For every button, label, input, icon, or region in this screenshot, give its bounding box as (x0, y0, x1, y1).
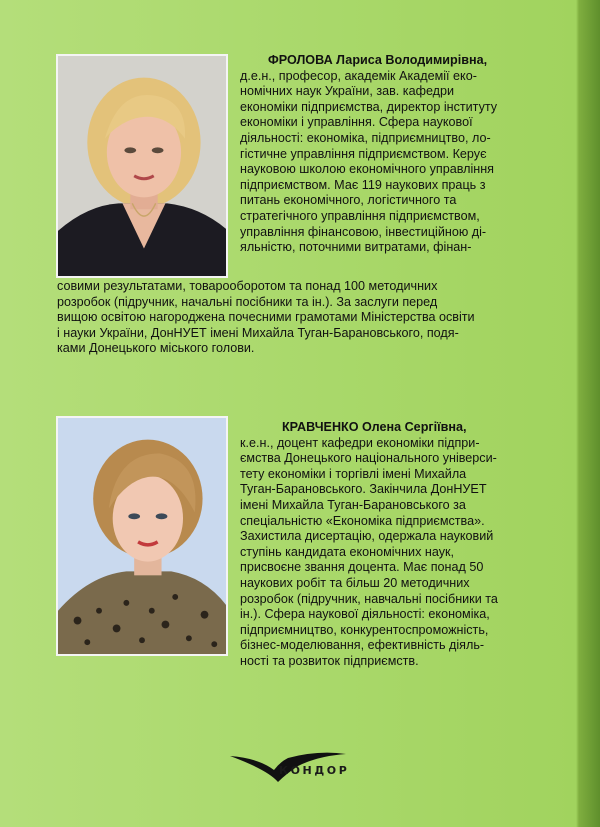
author1-line-8: питань економічного, логістичного та (240, 193, 457, 208)
author2-line-11: ін.). Сфера наукової діяльності: економіка, (240, 607, 490, 622)
publisher-logo-text: КОНДОР (279, 764, 350, 777)
author1-line-3: економіки і управління. Сфера наукової (240, 115, 473, 130)
author2-line-7: ступінь кандидата економічних наук, (240, 544, 455, 559)
author1-line-9: стратегічного управління підприємством, (240, 208, 480, 223)
author2-photo (56, 416, 228, 656)
author1-tail-line-4: ками Донецького міського голови. (57, 341, 255, 356)
author2-line-1: ємства Донецького національного універси- (240, 451, 497, 466)
author1-tail-line-0: совими результатами, товарооборотом та понад 100 методичних (57, 279, 438, 293)
author1-tail-line-2: вищою освітою нагороджена почесними грамотами Міністерства освіти (57, 310, 475, 325)
author1-line-0: д.е.н., професор, академік Академії еко- (240, 68, 477, 83)
author2-line-4: імені Михайла Туган-Барановського за (240, 497, 466, 512)
author1-line-4: діяльності: економіка, підприємництво, ло- (240, 130, 491, 145)
author2-line-6: Захистила дисертацію, одержала науковий (240, 529, 494, 544)
author1-tail-line-3: і науки України, ДонНУЕТ імені Михайла Туган-Барановського, подя- (57, 325, 459, 340)
author2-line-13: бізнес-моделювання, ефективність діяль- (240, 638, 485, 653)
author1-line-6: науковою школою економічного управління (240, 162, 495, 177)
author2-bio (240, 420, 562, 670)
author2-line-3: Туган-Барановського. Закінчила ДонНУЕТ (240, 482, 487, 497)
author1-photo (56, 54, 228, 278)
author2-line-0: к.е.н., доцент кафедри економіки підпри- (240, 435, 480, 450)
author2-name: КРАВЧЕНКО Олена Сергіївна, (282, 420, 467, 434)
author2-line-5: спеціальністю «Економіка підприємства». (240, 513, 485, 528)
author1-line-1: номічних наук України, зав. кафедри (240, 84, 455, 99)
author1-line-7: підприємством. Має 119 наукових праць з (240, 177, 486, 192)
author1-bio-continued (57, 279, 562, 357)
author2-line-8: присвоєне звання доцента. Має понад 50 (240, 560, 484, 575)
author1-name: ФРОЛОВА Лариса Володимирівна, (268, 53, 488, 67)
author2-line-9: наукових робіт та більш 20 методичних (240, 575, 470, 590)
author2-line-14: ності та розвиток підприємств. (240, 653, 419, 668)
author2-line-10: розробок (підручник, навчальні посібники та (240, 591, 498, 606)
author1-line-10: управління фінансовою, інвестиційною ді- (240, 224, 487, 239)
author1-tail-line-1: розробок (підручник, начальні посібники та ін.). За заслуги перед (57, 294, 438, 309)
author2-line-2: тету економіки і торгівлі імені Михайла (240, 466, 467, 481)
author1-line-2: економіки підприємства, директор інституту (240, 99, 498, 114)
author1-bio (240, 53, 562, 256)
author1-line-11: яльністю, поточними витратами, фінан- (240, 240, 472, 255)
author1-line-5: гістичне управління підприємством. Керує (240, 146, 487, 161)
author2-line-12: підприємництво, конкурентоспроможність, (240, 622, 489, 637)
